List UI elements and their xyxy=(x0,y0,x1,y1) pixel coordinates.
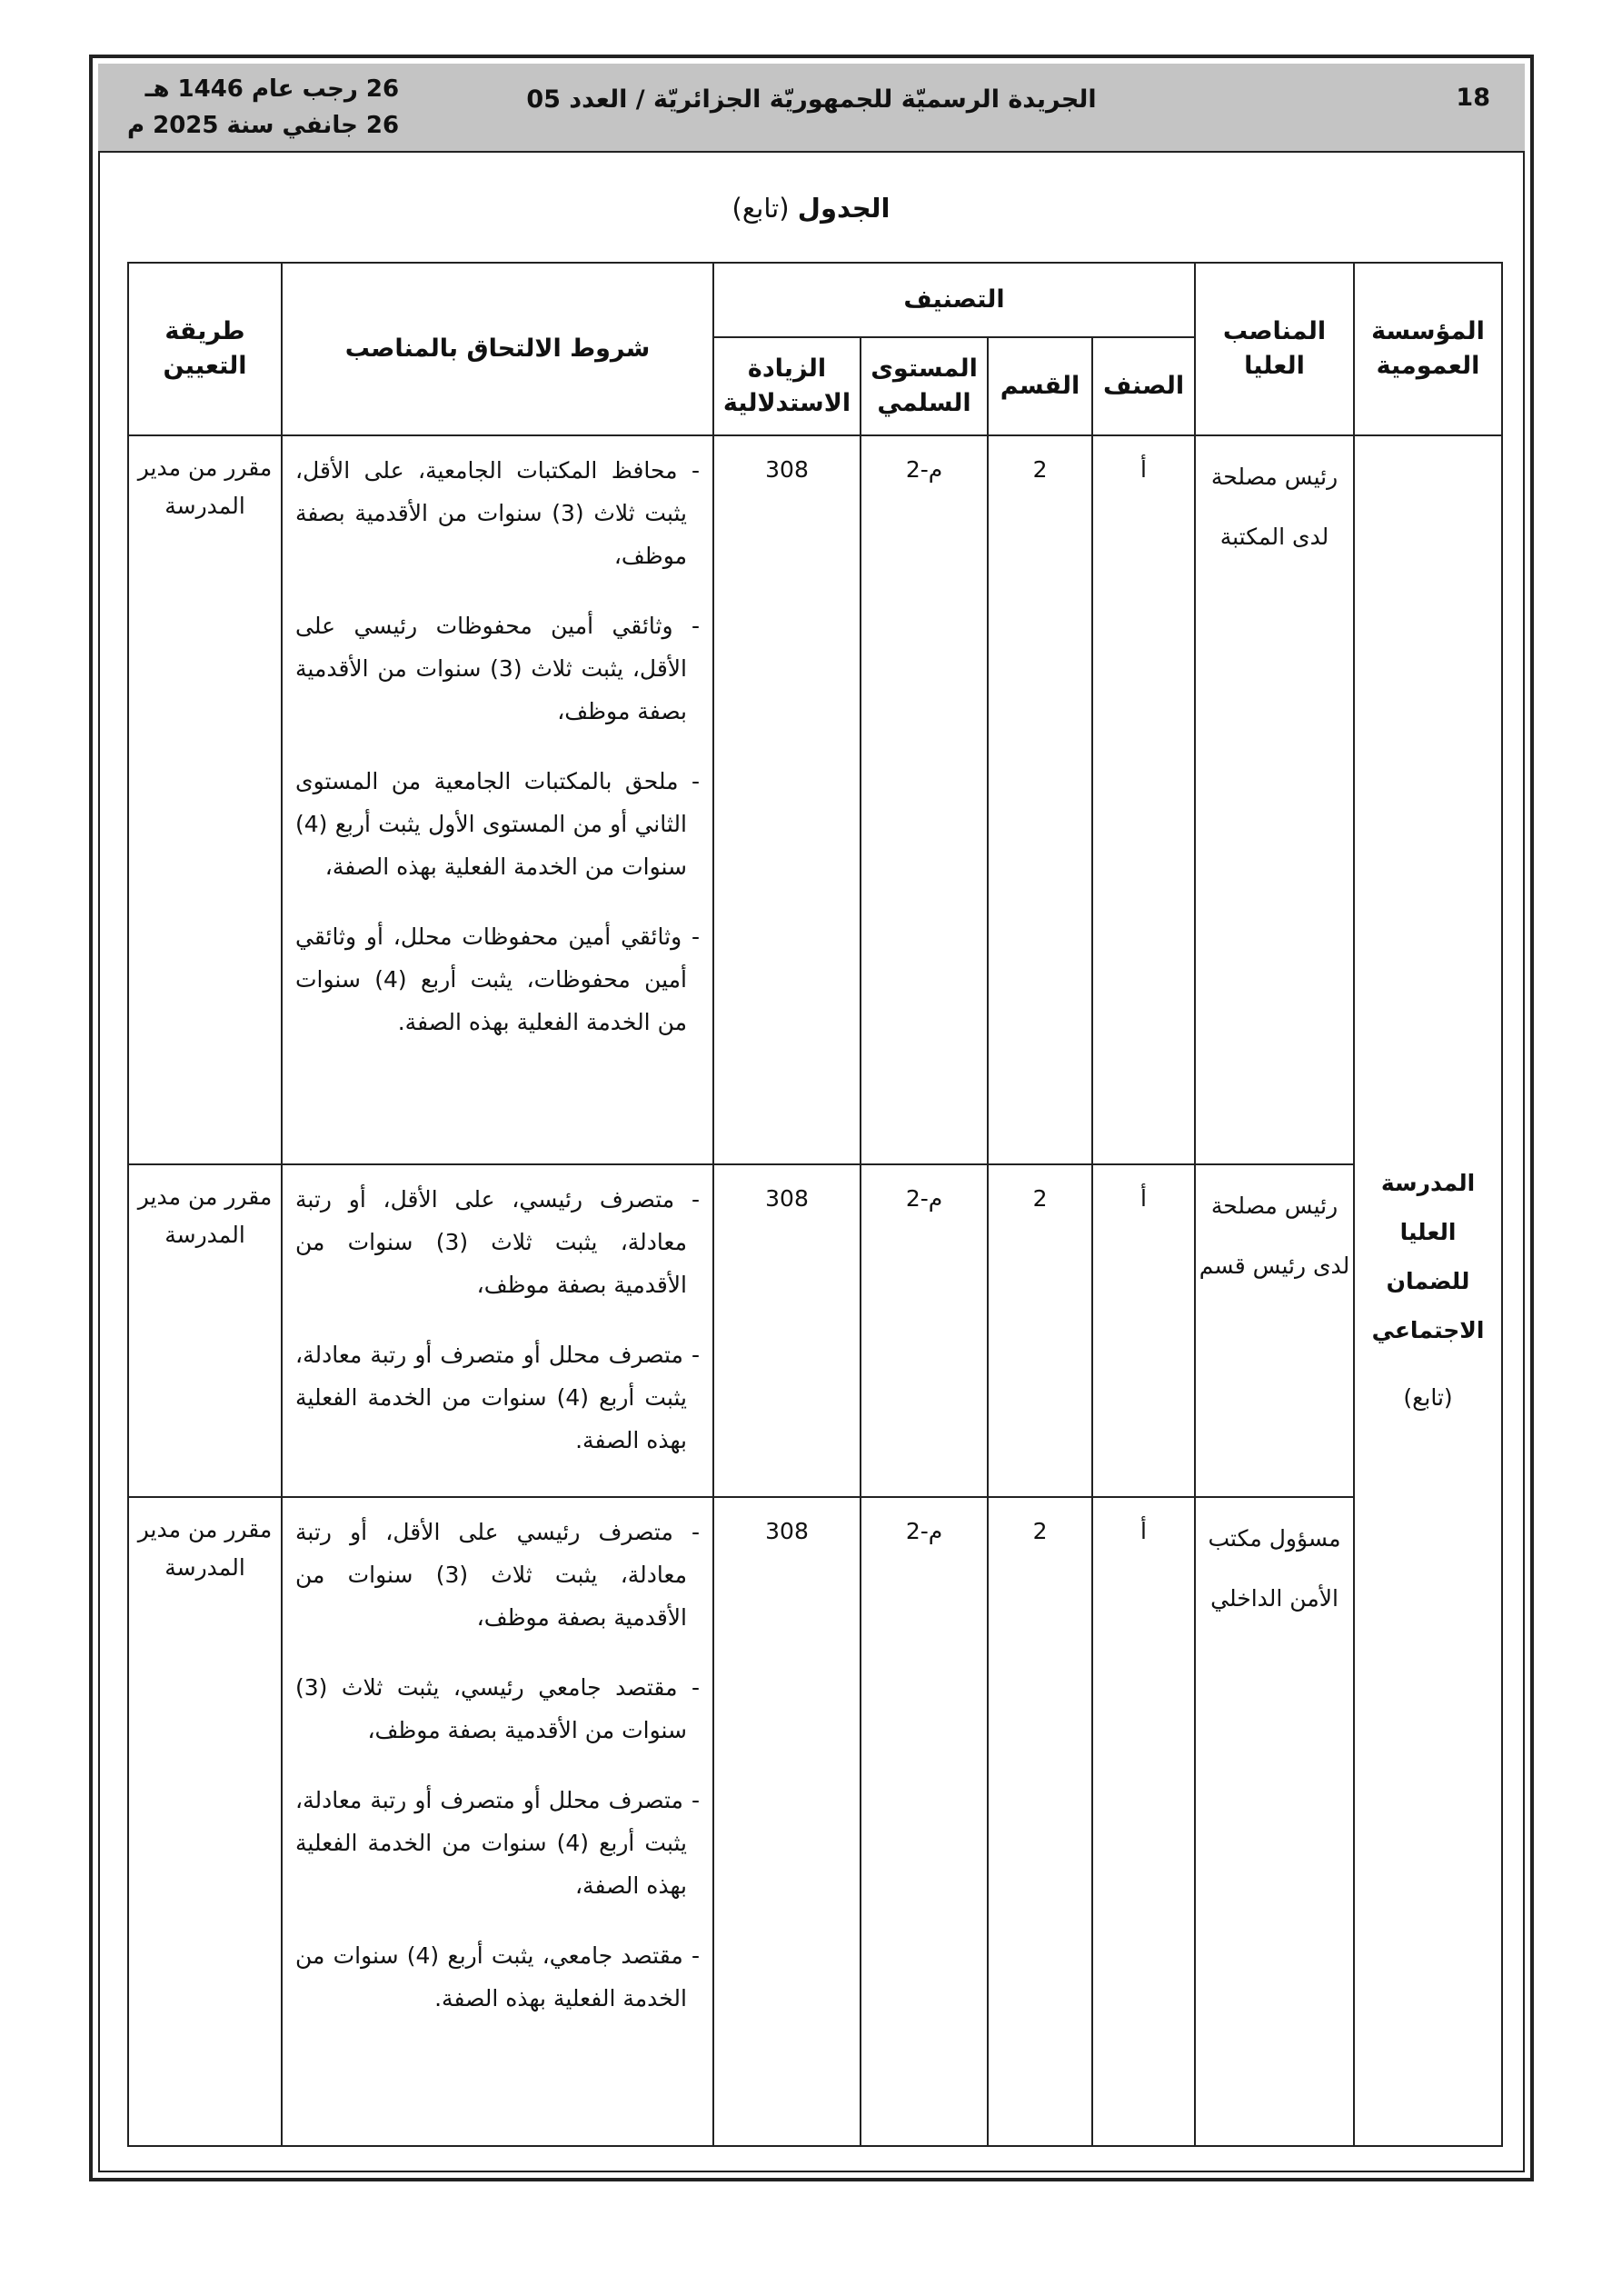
col-level: المستوى السلمي xyxy=(861,337,988,435)
condition-item: - متصرف رئيسي، على الأقل، أو رتبة معادلة، يثبت ثلاث (3) سنوات من الأقدمية بصفة موظف، xyxy=(295,1186,700,1298)
col-category: الصنف xyxy=(1092,337,1195,435)
post-name: رئيس مصلحة لدى رئيس قسم xyxy=(1195,1164,1354,1497)
index-cell: 308 xyxy=(713,1164,861,1497)
caption-title: الجدول xyxy=(797,193,891,224)
category-cell: أ xyxy=(1092,1164,1195,1497)
condition-item: - متصرف محلل أو متصرف أو رتبة معادلة، يثبت أربع (4) سنوات من الخدمة الفعلية بهذه الصفة، xyxy=(295,1787,700,1899)
condition-item: - متصرف محلل أو متصرف أو رتبة معادلة، يثبت أربع (4) سنوات من الخدمة الفعلية بهذه الصفة. xyxy=(295,1342,700,1453)
post-name: رئيس مصلحة لدى المكتبة xyxy=(1195,435,1354,1164)
condition-item: - مقتصد جامعي، يثبت أربع (4) سنوات من الخدمة الفعلية بهذه الصفة. xyxy=(295,1942,700,2011)
institution-note: (تابع) xyxy=(1403,1384,1453,1411)
table-row xyxy=(128,435,1502,1164)
institution-cell xyxy=(1354,435,1502,2146)
issue-date xyxy=(127,71,399,144)
page-header xyxy=(98,64,1525,153)
conditions-cell xyxy=(282,1497,713,2146)
date-gregorian: 26 جانفي سنة 2025 م xyxy=(127,112,400,139)
col-index: الزيادة الاستدلالية xyxy=(713,337,861,435)
col-conditions: شروط الالتحاق بالمناصب xyxy=(282,263,713,435)
condition-item: - مقتصد جامعي رئيسي، يثبت ثلاث (3) سنوات من الأقدمية بصفة موظف، xyxy=(295,1674,700,1743)
index-cell: 308 xyxy=(713,435,861,1164)
section-cell: 2 xyxy=(988,435,1092,1164)
caption-note: (تابع) xyxy=(731,193,790,224)
conditions-cell xyxy=(282,1164,713,1497)
col-classification: التصنيف xyxy=(713,263,1195,337)
table-caption xyxy=(0,193,1622,224)
category-cell: أ xyxy=(1092,1497,1195,2146)
date-hijri: 26 رجب عام 1446 هـ xyxy=(144,75,400,103)
col-section: القسم xyxy=(988,337,1092,435)
level-cell: م-2 xyxy=(861,1164,988,1497)
post-name: مسؤول مكتب الأمن الداخلي xyxy=(1195,1497,1354,2146)
condition-item: - ملحق بالمكتبات الجامعية من المستوى الثاني أو من المستوى الأول يثبت أربع (4) سنوات من الخدمة الفعلية بهذه الصفة، xyxy=(295,768,700,880)
col-posts: المناصب العليا xyxy=(1195,263,1354,435)
positions-table xyxy=(127,262,1503,2147)
method-cell: مقرر من مدير المدرسة xyxy=(128,435,282,1164)
page-number: 18 xyxy=(1456,84,1490,112)
table-row xyxy=(128,1497,1502,2146)
method-cell: مقرر من مدير المدرسة xyxy=(128,1164,282,1497)
gazette-title: الجريدة الرسميّة للجمهوريّة الجزائريّة / العدد 05 xyxy=(526,85,1097,114)
section-cell: 2 xyxy=(988,1497,1092,2146)
level-cell: م-2 xyxy=(861,1497,988,2146)
method-cell: مقرر من مدير المدرسة xyxy=(128,1497,282,2146)
level-cell: م-2 xyxy=(861,435,988,1164)
col-method: طريقة التعيين xyxy=(128,263,282,435)
condition-item: - وثائقي أمين محفوظات محلل، أو وثائقي أمين محفوظات، يثبت أربع (4) سنوات من الخدمة الفعلية بهذه الصفة. xyxy=(295,923,700,1035)
category-cell: أ xyxy=(1092,435,1195,1164)
section-cell: 2 xyxy=(988,1164,1092,1497)
conditions-cell xyxy=(282,435,713,1164)
index-cell: 308 xyxy=(713,1497,861,2146)
condition-item: - وثائقي أمين محفوظات رئيسي على الأقل، يثبت ثلاث (3) سنوات من الأقدمية بصفة موظف، xyxy=(295,613,700,724)
condition-item: - متصرف رئيسي على الأقل، أو رتبة معادلة، يثبت ثلاث (3) سنوات من الأقدمية بصفة موظف، xyxy=(295,1519,700,1631)
table-row xyxy=(128,1164,1502,1497)
institution-name: المدرسة العليا للضمان الاجتماعي xyxy=(1371,1170,1485,1343)
condition-item: - محافظ المكتبات الجامعية، على الأقل، يثبت ثلاث (3) سنوات من الأقدمية بصفة موظف، xyxy=(295,457,700,569)
col-institution: المؤسسة العمومية xyxy=(1354,263,1502,435)
